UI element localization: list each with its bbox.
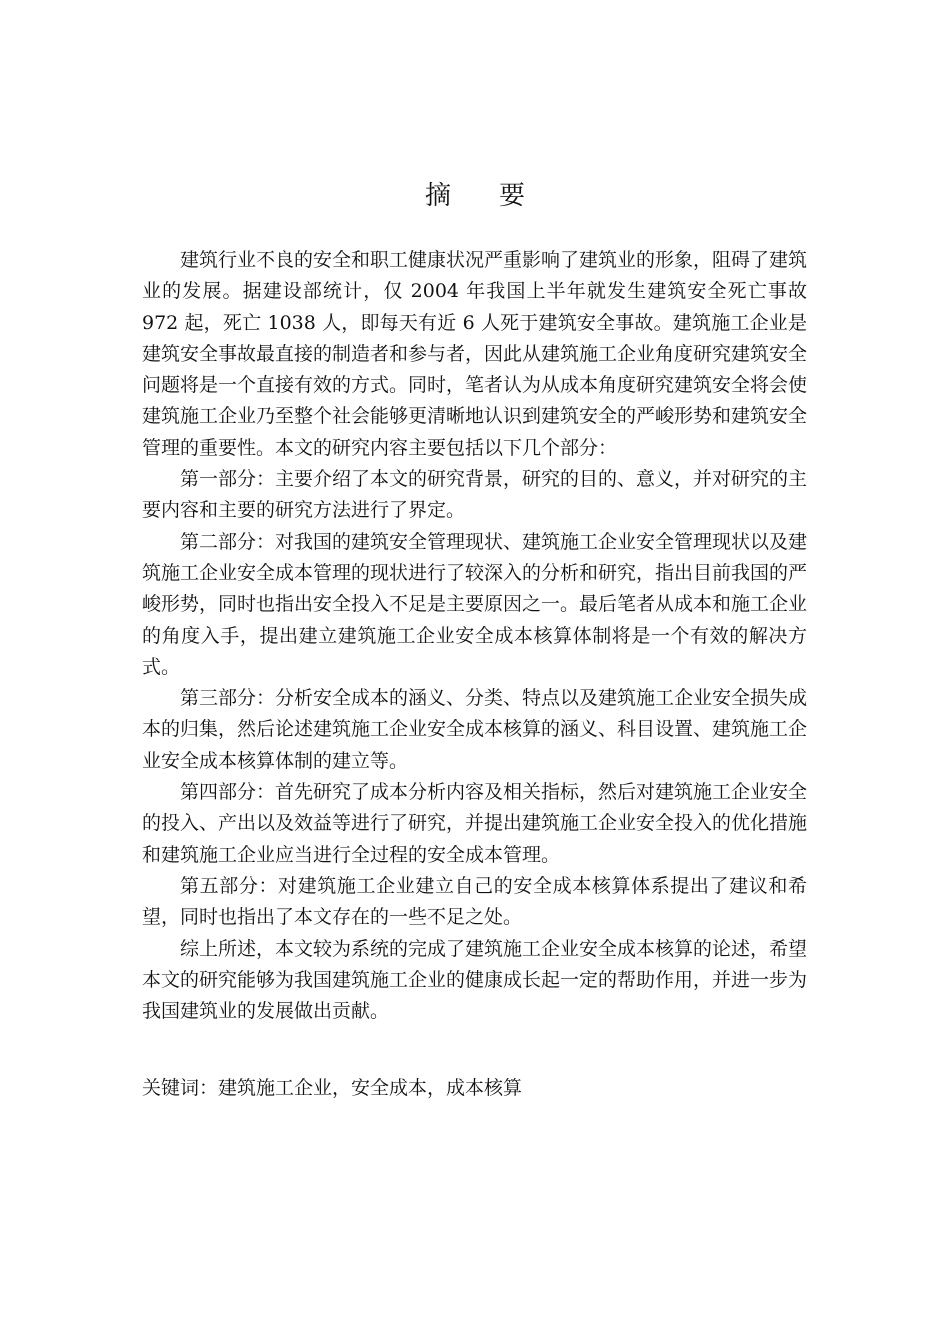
abstract-paragraph-part-4: 第四部分：首先研究了成本分析内容及相关指标，然后对建筑施工企业安全的投入、产出以及效益等进行了研究，并提出建筑施工企业安全投入的优化措施和建筑施工企业应当进行全过程的安全成本管理。 — [142, 781, 808, 866]
abstract-paragraph-part-2: 第二部分：对我国的建筑安全管理现状、建筑施工企业安全管理现状以及建筑施工企业安全成本管理的现状进行了较深入的分析和研究，指出目前我国的严峻形势，同时也指出安全投入不足是主要原因之一。最后笔者从成本和施工企业的角度入手，提出建立建筑施工企业安全成本核算体制将是一个有效的解决方式。 — [142, 530, 808, 678]
abstract-paragraph-summary: 综上所述，本文较为系统的完成了建筑施工企业安全成本核算的论述，希望本文的研究能够为我国建筑施工企业的健康成长起一定的帮助作用，并进一步为我国建筑业的发展做出贡献。 — [142, 937, 808, 1023]
keywords-line: 关键词：建筑施工企业，安全成本，成本核算 — [142, 1077, 523, 1099]
abstract-paragraph-part-5: 第五部分：对建筑施工企业建立自己的安全成本核算体系提出了建议和希望，同时也指出了本文存在的一些不足之处。 — [142, 874, 807, 929]
page-title: 摘要 — [424, 181, 573, 211]
abstract-paragraph-part-1: 第一部分：主要介绍了本文的研究背景，研究的目的、意义，并对研究的主要内容和主要的研究方法进行了界定。 — [142, 468, 808, 522]
abstract-paragraph-intro: 建筑行业不良的安全和职工健康状况严重影响了建筑业的形象，阻碍了建筑业的发展。据建设部统计，仅 2004 年我国上半年就发生建筑安全死亡事故 972 起，死亡 1038 人，即每天有近 6 人死于建筑安全事故。建筑施工企业是建筑安全事故最直接的制造者和参与者，因此从建筑施工企业角度研究建筑安全问题将是一个直接有效的方式。同时，笔者认为从成本角度研究建筑安全将会使建筑施工企业乃至整个社会能够更清晰地认识到建筑安全的严峻形势和建筑安全管理的重要性。本文的研究内容主要包括以下几个部分： — [142, 249, 808, 459]
abstract-paragraph-part-3: 第三部分：分析安全成本的涵义、分类、特点以及建筑施工企业安全损失成本的归集，然后论述建筑施工企业安全成本核算的涵义、科目设置、建筑施工企业安全成本核算体制的建立等。 — [142, 687, 808, 772]
abstract-body — [142, 245, 807, 1027]
